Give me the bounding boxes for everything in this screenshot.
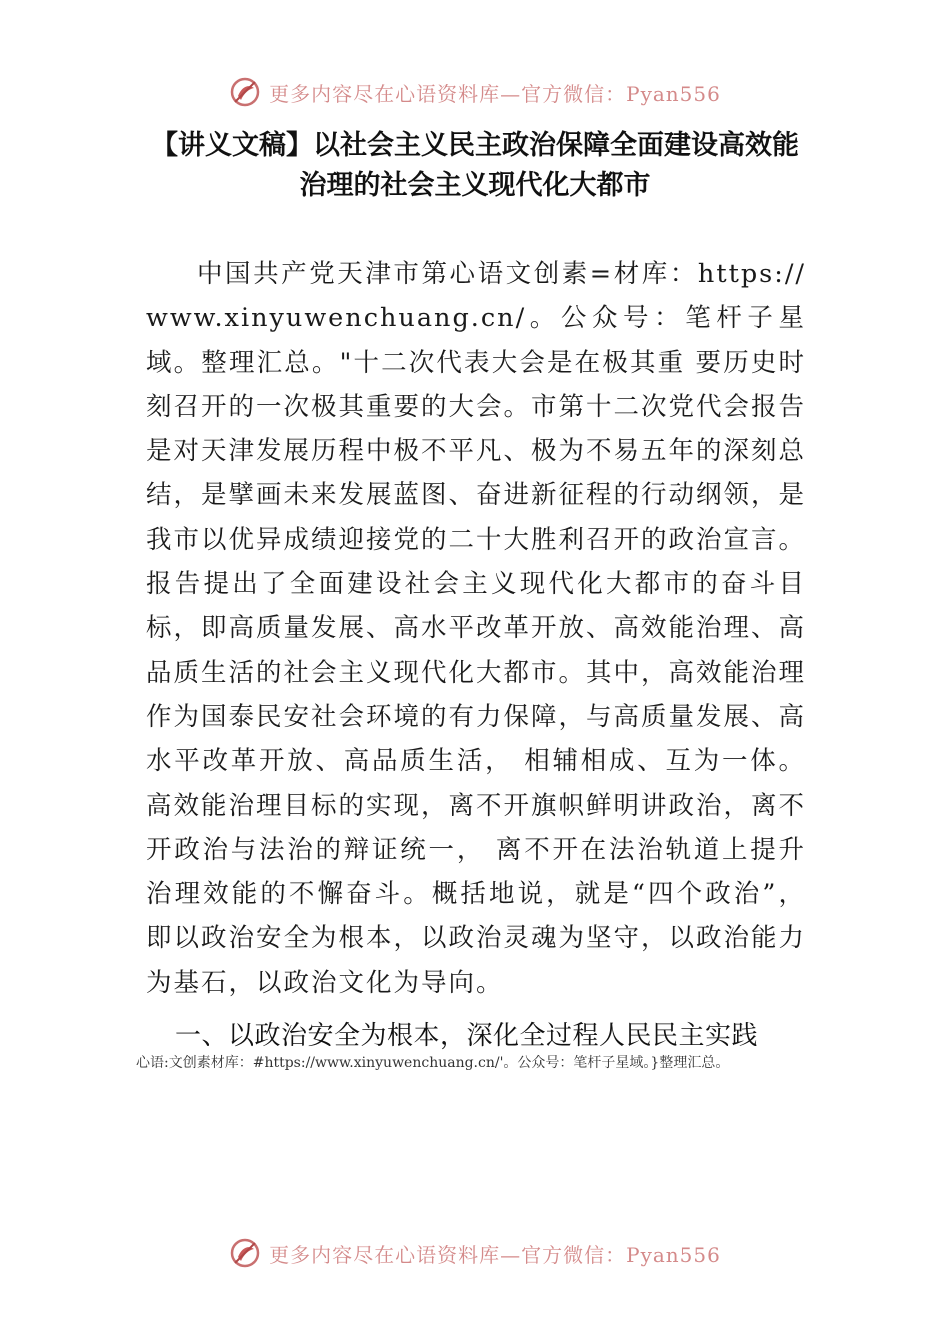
body-paragraph: 中国共产党天津市第心语文创素=材库：https://www.xinyuwenchuang.cn/。公众号：笔杆子星域。整理汇总。"十二次代表大会是在极其重 要历史时刻召开的一次极其重要的大会。市第十二次党代会报告是对天津发展历程中极不平凡、极为不易五年的深刻总结，是擘画未来发展蓝图、奋进新征程的行动纲领，是我市以优异成绩迎接党的二十大胜利召开的政治宣言。报告提出了全面建设社会主义现代化大都市的奋斗目标，即高质量发展、高水平改革开放、高效能治理、高品质生活的社会主义现代化大都市。其中，高效能治理作为国泰民安社会环境的有力保障，与高质量发展、高水平改革开放、高品质生活， 相辅相成、互为一体。高效能治理目标的实现，离不开旗帜鲜明讲政治，离不开政治与法治的辩证统一， 离不开在法治轨道上提升治理效能的不懈奋斗。概括地说，就是“四个政治”，即以政治安全为根本，以政治灵魂为坚守，以政治能力为基石，以政治文化为导向。 (146, 259, 807, 998)
title-line-2: 治理的社会主义现代化大都市 (299, 170, 651, 201)
section-heading: 一、以政治安全为根本，深化全过程人民民主实践 (175, 1021, 759, 1051)
brand-logo-icon (229, 1237, 261, 1269)
footer-watermark (0, 1233, 950, 1273)
watermark-text: 更多内容尽在心语资料库—官方微信：Pyan556 (269, 1242, 721, 1267)
header-watermark (0, 72, 950, 112)
brand-logo-icon (229, 76, 261, 108)
document-title (130, 126, 820, 206)
title-line-1: 【讲义文稿】以社会主义民主政治保障全面建设高效能 (151, 130, 799, 161)
watermark-text: 更多内容尽在心语资料库—官方微信：Pyan556 (269, 81, 721, 106)
footnote: 心语:文创素材库：#https://www.xinyuwenchuang.cn/'。公众号：笔杆子星域。}整理汇总。 (136, 1055, 730, 1071)
